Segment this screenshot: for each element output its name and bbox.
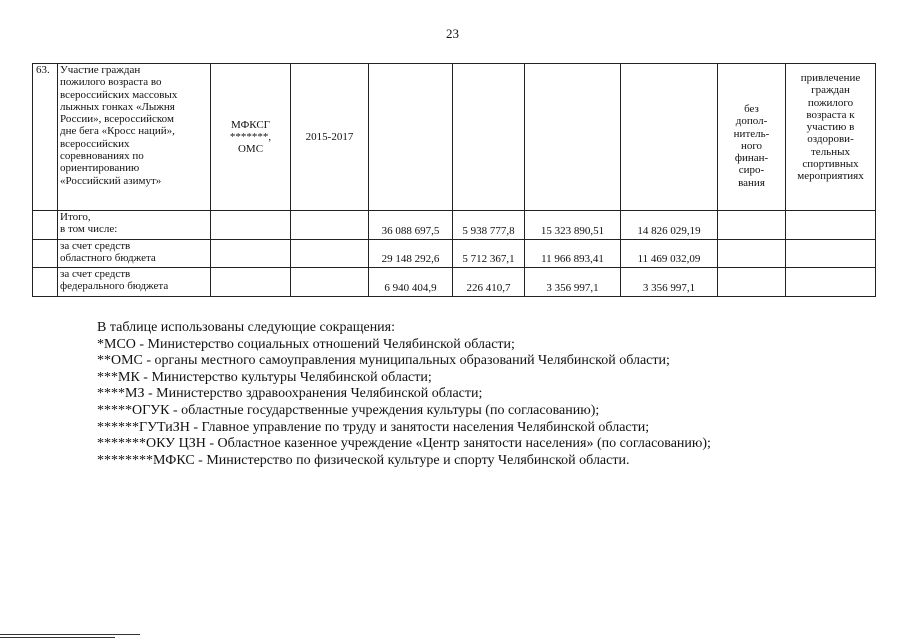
- funding-line: финан-: [734, 152, 769, 165]
- note-line: ******ГУТиЗН - Главное управление по труду и занятости населения Челябинской области;: [97, 419, 650, 435]
- amount-2016: 11 966 893,41: [525, 240, 621, 268]
- measure-name-line: пожилого возраста во: [60, 76, 162, 89]
- empty-cell: [786, 268, 876, 297]
- measure-name-line: лыжных гонках «Лыжня: [60, 100, 175, 113]
- empty-cell: [786, 240, 876, 268]
- empty-cell: [33, 211, 58, 240]
- table-row-total: [33, 211, 876, 240]
- amount-2016: 3 356 997,1: [525, 268, 621, 297]
- empty-cell: [211, 240, 291, 268]
- empty-cell: [786, 211, 876, 240]
- funding-line: допол-: [735, 115, 768, 128]
- note-line: *******ОКУ ЦЗН - Областное казенное учреждение «Центр занятости населения» (по согласованию);: [97, 436, 711, 452]
- regional-label-line: областного бюджета: [60, 252, 156, 265]
- executor-cell: [211, 64, 291, 211]
- amount-total: 29 148 292,6: [369, 240, 453, 268]
- measure-name-line: дне бега «Кросс наций»,: [60, 125, 175, 138]
- result-line: граждан: [811, 84, 850, 97]
- footer-rule: [0, 634, 140, 635]
- total-label-line: Итого,: [60, 211, 91, 223]
- note-line: ****МЗ - Министерство здравоохранения Челябинской области;: [97, 386, 483, 402]
- result-line: привлечение: [800, 72, 861, 84]
- note-line: *МСО - Министерство социальных отношений Челябинской области;: [97, 336, 515, 352]
- measure-name-line: Участие граждан: [60, 64, 141, 76]
- amount-2017: 11 469 032,09: [621, 240, 718, 268]
- empty-cell: [291, 240, 369, 268]
- footer-rule: [0, 637, 115, 638]
- measure-name-line: всероссийских массовых: [60, 88, 178, 101]
- result-line: возраста к: [806, 108, 855, 121]
- empty-cell: [453, 64, 525, 211]
- result-cell: [786, 64, 876, 211]
- empty-cell: [621, 64, 718, 211]
- amount-total: 6 940 404,9: [369, 268, 453, 297]
- amount-2017: 14 826 029,19: [621, 211, 718, 240]
- funding-line: вания: [738, 176, 765, 189]
- table-row-federal: [33, 268, 876, 297]
- measures-table: [32, 63, 876, 297]
- regional-label: [58, 240, 211, 268]
- empty-cell: [525, 64, 621, 211]
- federal-label: [58, 268, 211, 297]
- executor-line: *******,: [229, 130, 272, 143]
- empty-cell: [291, 211, 369, 240]
- page-number: 23: [446, 26, 459, 41]
- result-line: оздорови-: [807, 133, 854, 146]
- measure-name-line: всероссийских: [60, 137, 130, 150]
- table-row-63: [33, 64, 876, 211]
- note-line: **ОМС - органы местного самоуправления муниципальных образований Челябинской области;: [97, 353, 670, 369]
- amount-2016: 15 323 890,51: [525, 211, 621, 240]
- result-line: спортивных: [802, 158, 859, 171]
- result-line: участию в: [806, 121, 855, 134]
- note-line: ***МК - Министерство культуры Челябинской области;: [97, 369, 432, 385]
- notes-heading: В таблице использованы следующие сокращения:: [97, 320, 396, 335]
- empty-cell: [211, 211, 291, 240]
- abbreviations-notes: [97, 320, 711, 469]
- funding-line: ного: [740, 139, 763, 152]
- table-row-regional: [33, 240, 876, 268]
- measure-name-line: соревнованиях по: [60, 150, 144, 163]
- executor-line: ОМС: [237, 143, 264, 156]
- measure-name-line: ориентированию: [60, 162, 140, 175]
- funding-line: нитель-: [733, 127, 770, 140]
- amount-2015: 5 938 777,8: [453, 211, 525, 240]
- amount-total: 36 088 697,5: [369, 211, 453, 240]
- period-cell: 2015-2017: [291, 64, 369, 211]
- amount-2015: 5 712 367,1: [453, 240, 525, 268]
- funding-cell: [718, 64, 786, 211]
- executor-line: МФКСГ: [230, 118, 271, 131]
- result-line: мероприятиях: [797, 170, 864, 183]
- empty-cell: [33, 268, 58, 297]
- empty-cell: [211, 268, 291, 297]
- regional-label-line: за счет средств: [60, 240, 131, 252]
- measure-name: [58, 64, 211, 211]
- funding-line: сиро-: [738, 164, 765, 177]
- note-line: ********МФКС - Министерство по физической культуре и спорту Челябинской области.: [97, 452, 630, 468]
- total-label-line: в том числе:: [60, 223, 118, 236]
- measure-name-line: России», всероссийском: [60, 113, 174, 126]
- empty-cell: [369, 64, 453, 211]
- empty-cell: [718, 211, 786, 240]
- empty-cell: [291, 268, 369, 297]
- result-line: тельных: [811, 145, 850, 158]
- row-number: 63.: [33, 64, 58, 211]
- result-line: пожилого: [807, 96, 854, 109]
- empty-cell: [33, 240, 58, 268]
- measure-name-line: «Российский азимут»: [60, 174, 162, 187]
- empty-cell: [718, 268, 786, 297]
- empty-cell: [718, 240, 786, 268]
- federal-label-line: федерального бюджета: [60, 280, 169, 293]
- total-label: [58, 211, 211, 240]
- note-line: *****ОГУК - областные государственные учреждения культуры (по согласованию);: [97, 402, 600, 418]
- amount-2015: 226 410,7: [453, 268, 525, 297]
- funding-line: без: [744, 102, 759, 115]
- amount-2017: 3 356 997,1: [621, 268, 718, 297]
- federal-label-line: за счет средств: [60, 268, 131, 280]
